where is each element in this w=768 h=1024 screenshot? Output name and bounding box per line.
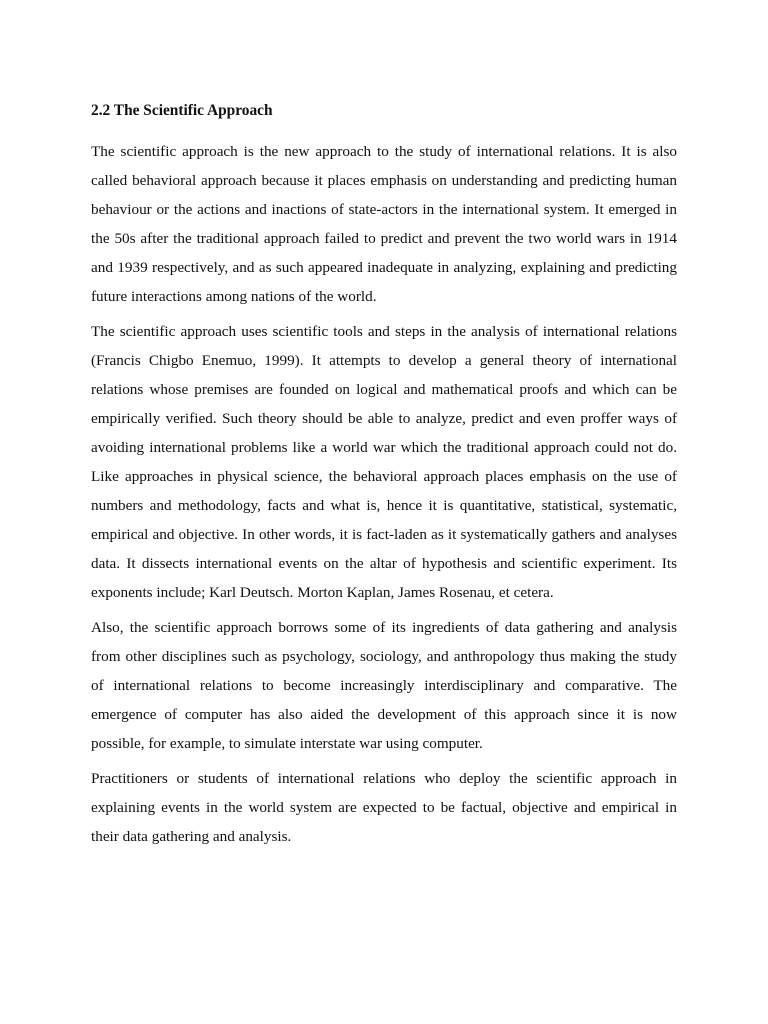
paragraph-2: The scientific approach uses scientific tools and steps in the analysis of international relations (Francis Chigbo Enemuo, 1999). It attempts to develop a general theory of international relations whose premises are founded on logical and mathematical proofs and which can be empirically verified. Such theory should be able to analyze, predict and even proffer ways of avoiding international problems like a world war which the traditional approach could not do. Like approaches in physical science, the behavioral approach places emphasis on the use of numbers and methodology, facts and what is, hence it is quantitative, statistical, systematic, empirical and objective. In other words, it is fact-laden as it systematically gathers and analyses data. It dissects international events on the altar of hypothesis and scientific experiment. Its exponents include; Karl Deutsch. Morton Kaplan, James Rosenau, et cetera.: [91, 323, 677, 601]
section-heading: 2.2 The Scientific Approach: [91, 102, 273, 119]
document-body: [91, 100, 677, 857]
paragraph-1: The scientific approach is the new approach to the study of international relations. It is also called behavioral approach because it places emphasis on understanding and predicting human behaviour or the actions and inactions of state-actors in the international system. It emerged in the 50s after the traditional approach failed to predict and prevent the two world wars in 1914 and 1939 respectively, and as such appeared inadequate in analyzing, explaining and predicting future interactions among nations of the world.: [91, 143, 677, 305]
paragraph-3: Also, the scientific approach borrows some of its ingredients of data gathering and analysis from other disciplines such as psychology, sociology, and anthropology thus making the study of international relations to become increasingly interdisciplinary and comparative. The emergence of computer has also aided the development of this approach since it is now possible, for example, to simulate interstate war using computer.: [91, 619, 677, 752]
paragraph-4: Practitioners or students of international relations who deploy the scientific approach in explaining events in the world system are expected to be factual, objective and empirical in their data gathering and analysis.: [91, 770, 677, 845]
